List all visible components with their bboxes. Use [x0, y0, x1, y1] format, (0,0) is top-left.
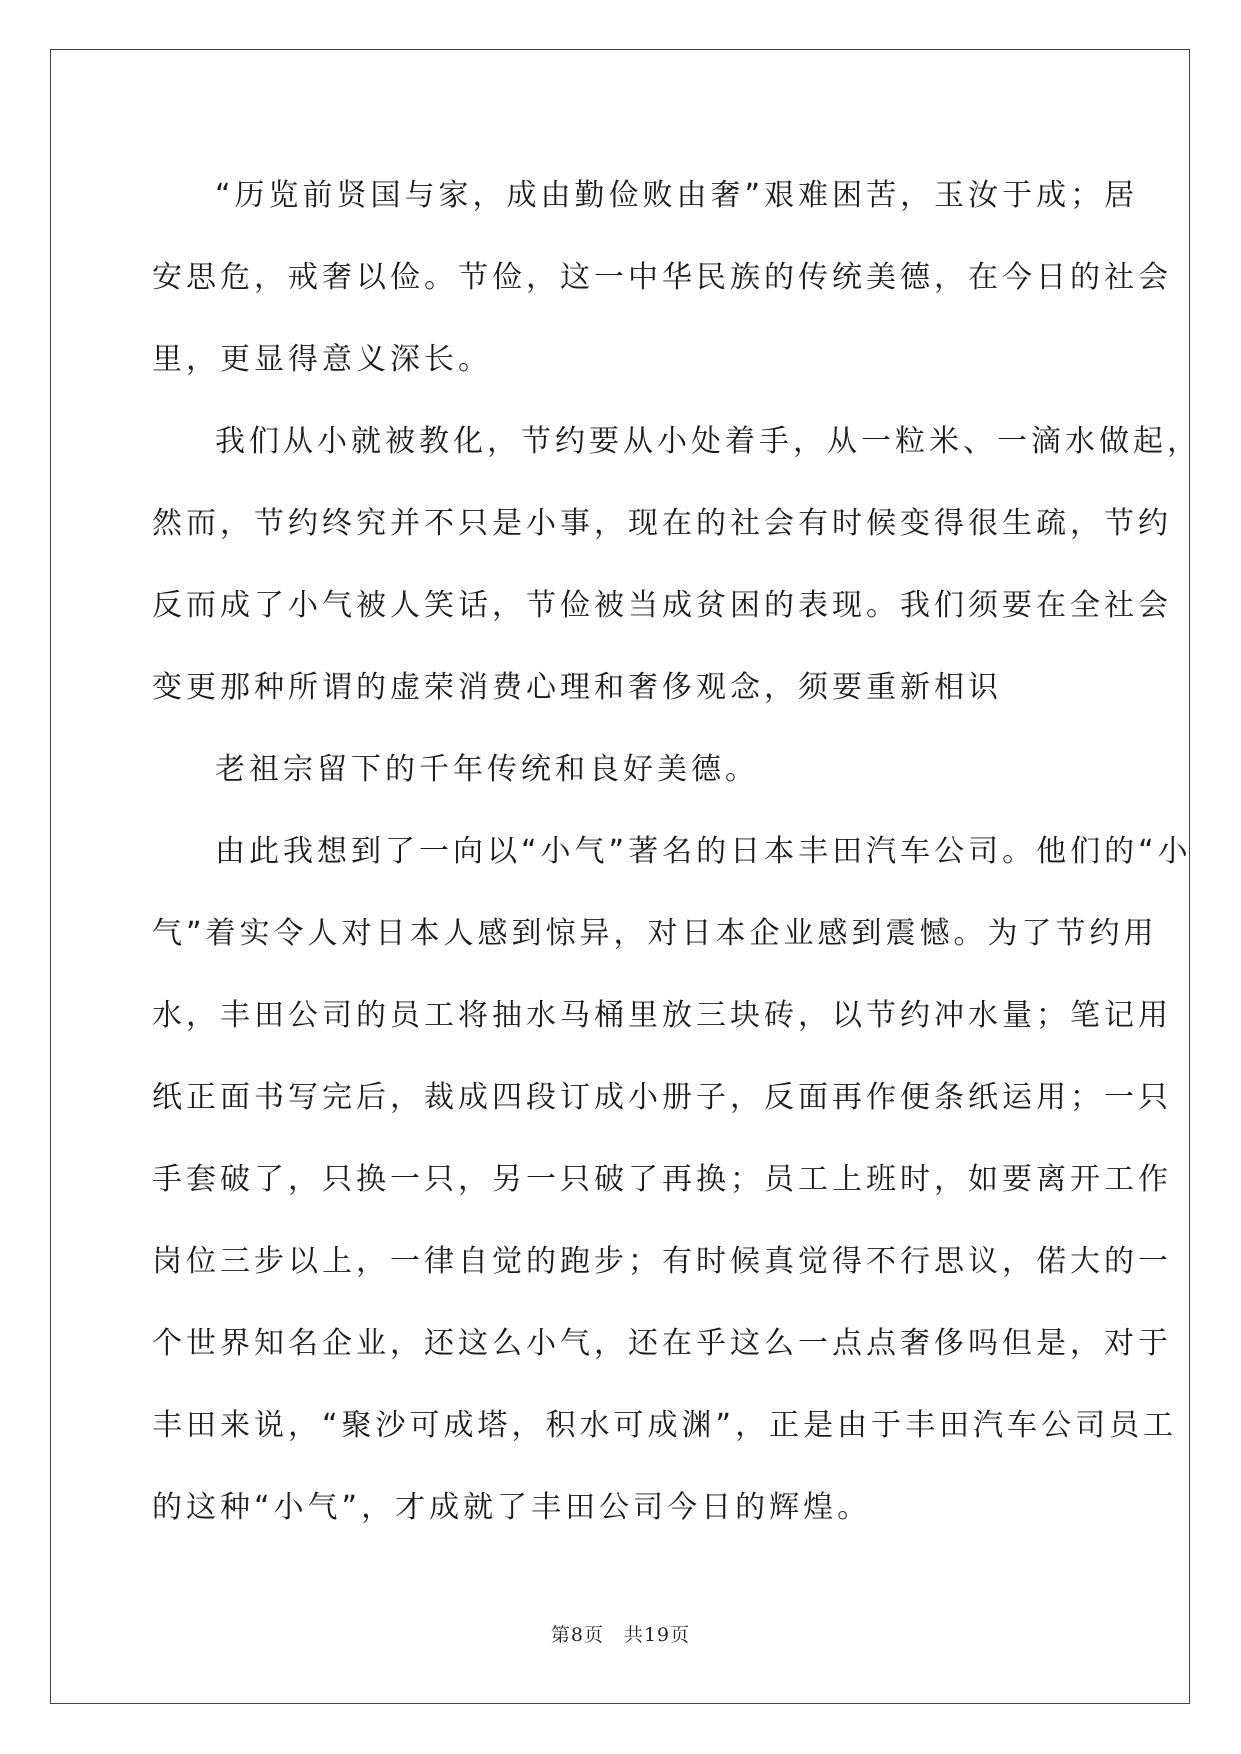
text-line: 变更那种所谓的虚荣消费心理和奢侈观念，须要重新相识	[152, 670, 1002, 705]
text-line: 反而成了小气被人笑话，节俭被当成贫困的表现。我们须要在全社会	[152, 588, 1172, 623]
paragraph	[152, 155, 1139, 237]
paragraph-continuation	[152, 319, 1092, 401]
paragraph-continuation	[152, 1139, 1172, 1221]
text-line: 我们从小就被教化，节约要从小处着手，从一粒米、一滴水做起，	[215, 424, 1201, 459]
paragraph	[152, 811, 1192, 893]
paragraph-continuation	[152, 975, 1172, 1057]
paragraph-continuation	[152, 1467, 1092, 1549]
text-line: 里，更显得意义深长。	[152, 342, 492, 377]
paragraph-continuation	[152, 893, 1158, 975]
text-line: 然而，节约终究并不只是小事，现在的社会有时候变得很生疏，节约	[152, 506, 1172, 541]
text-line: 安思危，戒奢以俭。节俭，这一中华民族的传统美德，在今日的社会	[152, 260, 1172, 295]
text-line: 的这种“小气”，才成就了丰田公司今日的辉煌。	[152, 1490, 872, 1525]
text-line: 个世界知名企业，还这么小气，还在乎这么一点点奢侈吗但是，对于	[152, 1326, 1172, 1361]
paragraph-continuation	[152, 483, 1172, 565]
page-total: 共19页	[623, 1624, 691, 1646]
page-number: 第8页	[550, 1624, 604, 1646]
text-line: 水，丰田公司的员工将抽水马桶里放三块砖，以节约冲水量；笔记用	[152, 998, 1172, 1033]
paragraph-continuation	[152, 1303, 1172, 1385]
paragraph-continuation	[152, 565, 1172, 647]
paragraph-continuation	[152, 1221, 1172, 1303]
page-footer	[0, 1620, 1241, 1647]
text-line: 丰田来说，“聚沙可成塔，积水可成渊”，正是由于丰田汽车公司员工	[152, 1408, 1178, 1443]
text-line: 手套破了，只换一只，另一只破了再换；员工上班时，如要离开工作	[152, 1162, 1172, 1197]
text-line: 纸正面书写完后，裁成四段订成小册子，反面再作便条纸运用；一只	[152, 1080, 1172, 1115]
document-body	[152, 155, 1201, 1549]
text-line: “历览前贤国与家，成由勤俭败由奢”艰难困苦，玉汝于成；居	[215, 178, 1139, 213]
paragraph	[152, 729, 1092, 811]
paragraph-continuation	[152, 1385, 1178, 1467]
paragraph-continuation	[152, 1057, 1172, 1139]
text-line: 老祖宗留下的千年传统和良好美德。	[215, 752, 759, 787]
text-line: 气”着实令人对日本人感到惊异，对日本企业感到震憾。为了节约用	[152, 916, 1158, 951]
paragraph	[152, 401, 1201, 483]
text-line: 由此我想到了一向以“小气”著名的日本丰田汽车公司。他们的“小	[215, 834, 1192, 869]
text-line: 岗位三步以上，一律自觉的跑步；有时候真觉得不行思议，偌大的一	[152, 1244, 1172, 1279]
paragraph-continuation	[152, 647, 1092, 729]
paragraph-continuation	[152, 237, 1172, 319]
